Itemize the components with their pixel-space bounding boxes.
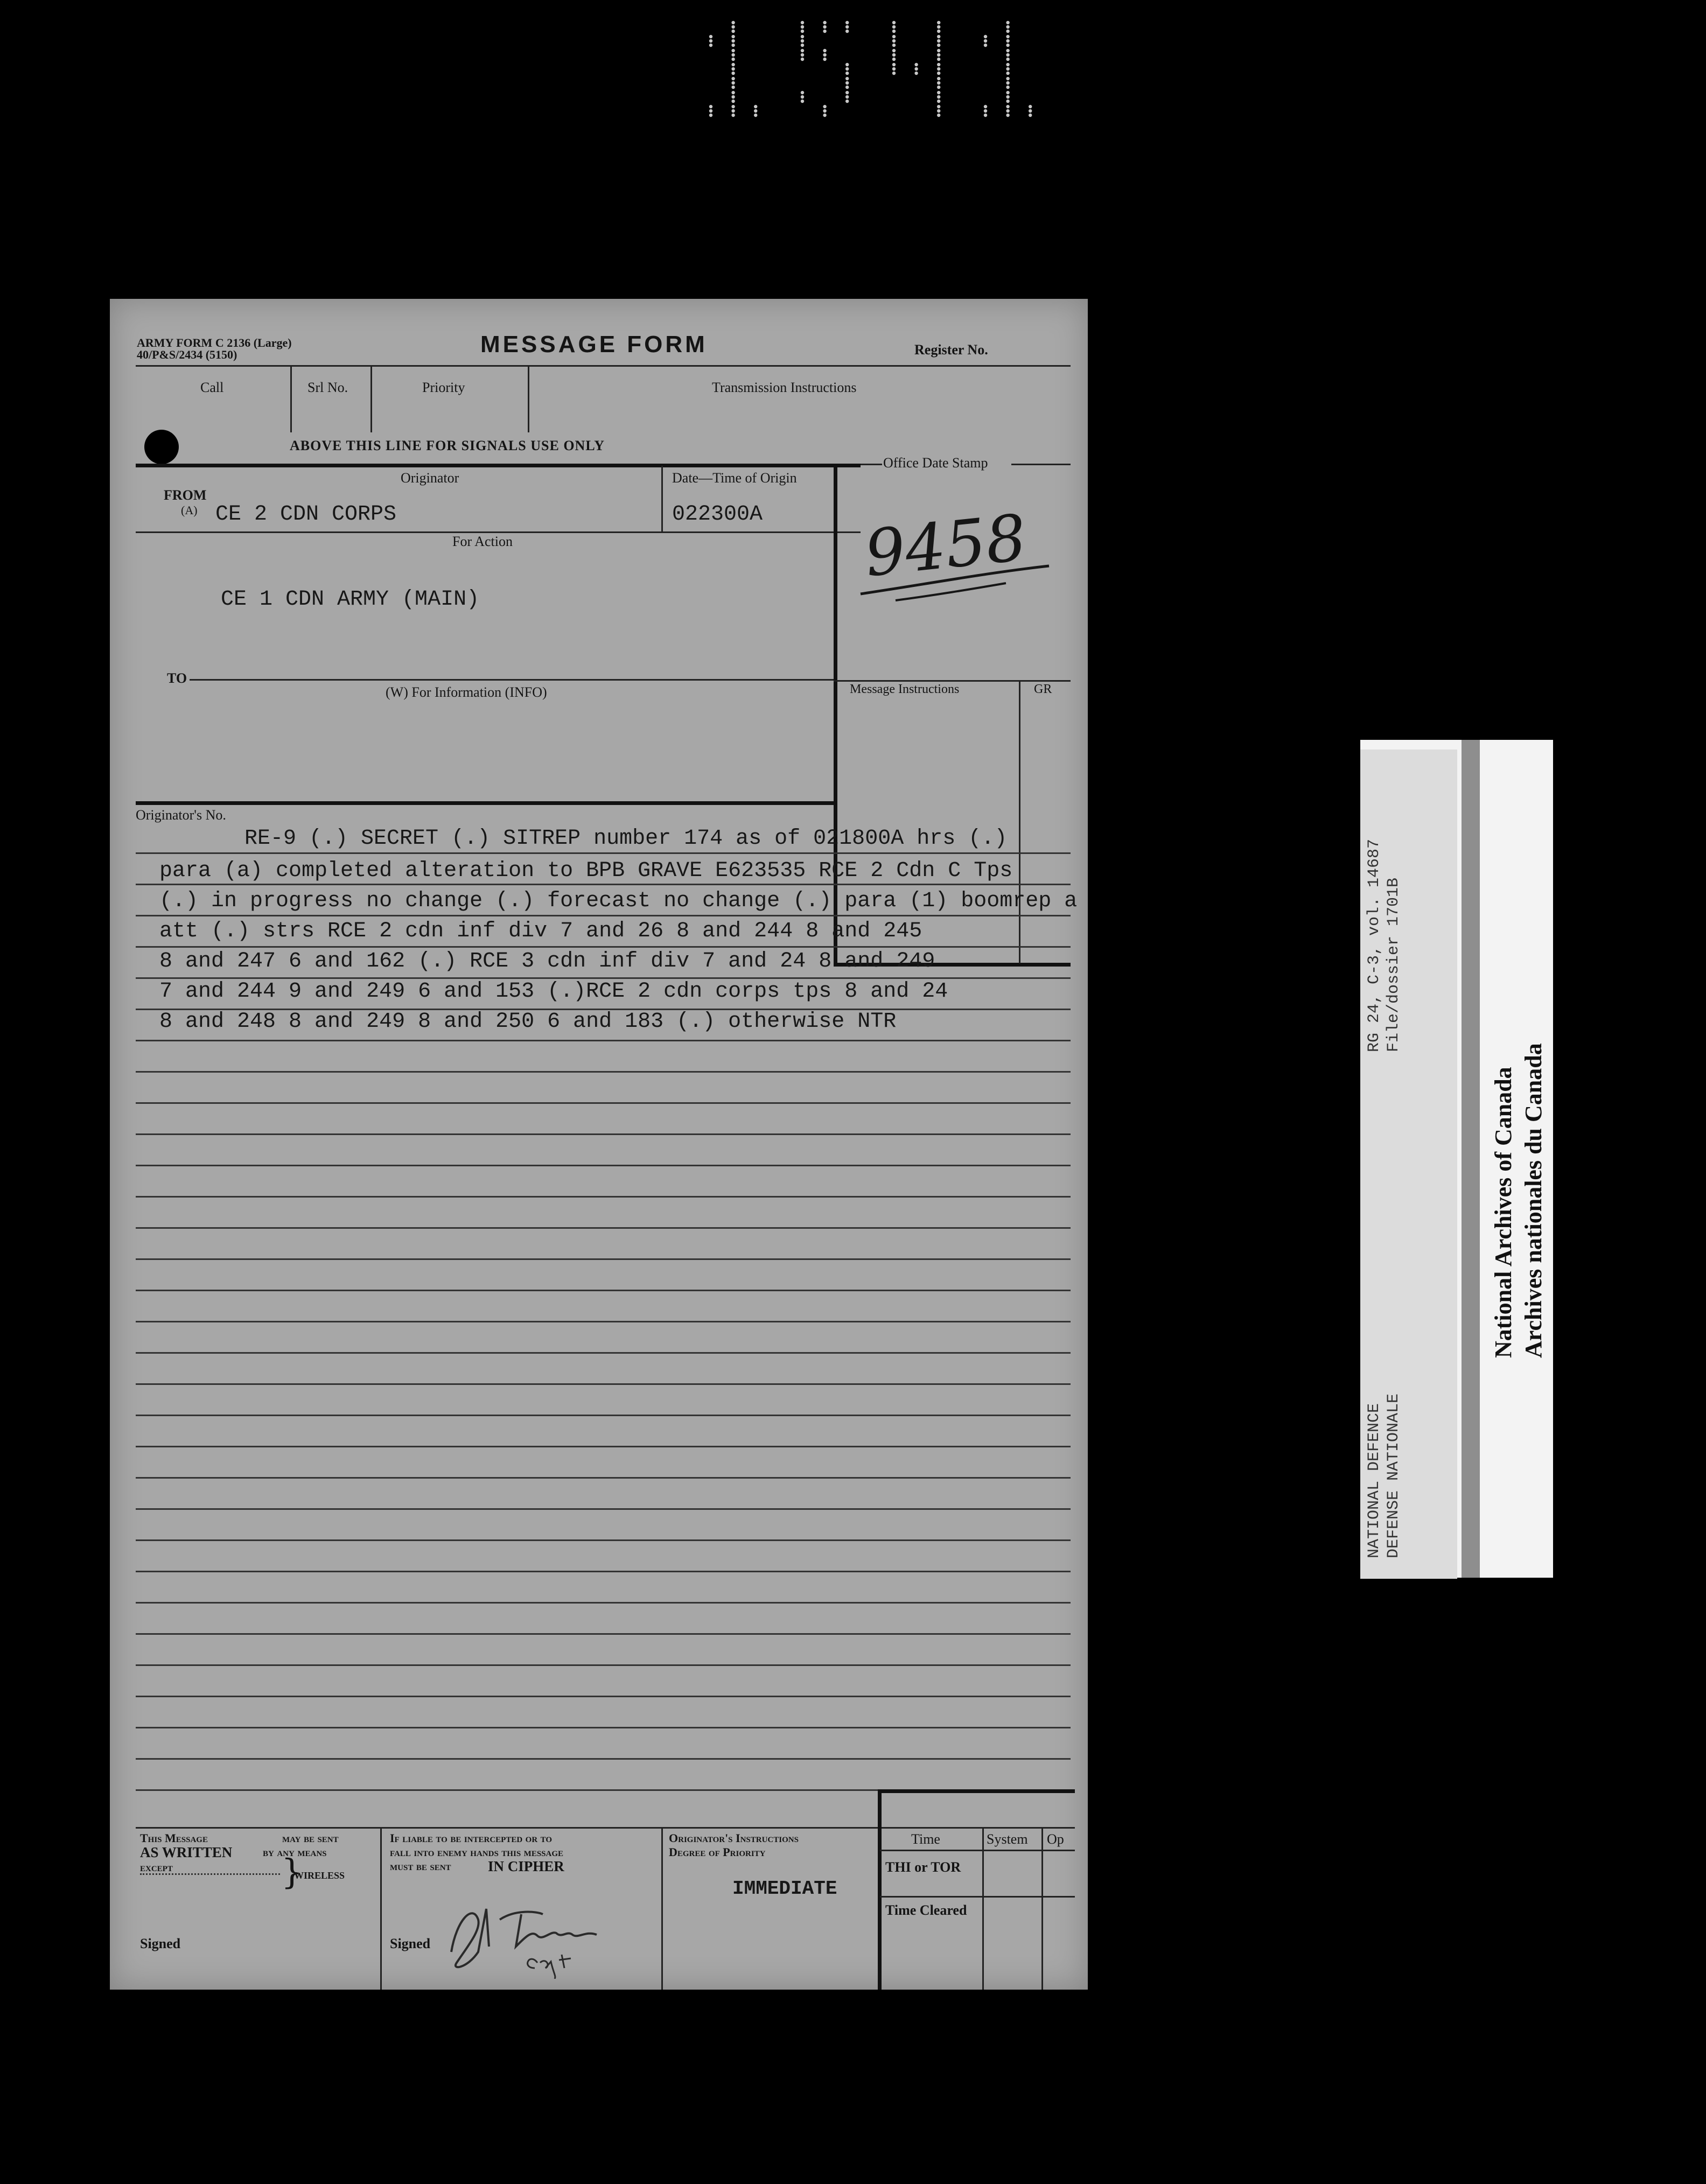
frame-number-dot — [1029, 114, 1032, 117]
frame-number-dot — [937, 72, 940, 75]
archive-name-fr: Archives nationales du Canada — [1520, 1043, 1547, 1358]
frame-number-dot — [1006, 67, 1009, 71]
frame-number-dot — [731, 53, 735, 57]
frame-number-dot — [709, 109, 712, 113]
footer-system-divider — [982, 1828, 984, 1990]
frame-number-dot — [823, 58, 826, 61]
ruled-line — [136, 1196, 1071, 1198]
frame-number-dot — [801, 35, 804, 38]
frame-number-dot — [731, 100, 735, 103]
frame-number-dot — [937, 53, 940, 57]
frame-number-dot — [937, 100, 940, 103]
frame-number-dot — [892, 44, 896, 47]
archive-ref-line2: File/dossier 1701B — [1385, 877, 1403, 1052]
frame-number-dot — [1006, 109, 1009, 113]
frame-number-dot — [845, 30, 849, 33]
written-line1b: may be sent — [282, 1831, 339, 1845]
frame-number-dot — [1006, 114, 1009, 117]
dto-value: 022300A — [672, 502, 763, 527]
archive-ref-line1: RG 24, C-3, vol. 14687 — [1365, 838, 1383, 1052]
ruled-line — [136, 1539, 1071, 1541]
frame-number-dot — [709, 105, 712, 108]
body-line-6: 7 and 244 9 and 249 6 and 153 (.)RCE 2 cdn corps tps 8 and 24 — [159, 979, 948, 1004]
frame-number-dot — [1006, 25, 1009, 29]
footer-divider-2 — [661, 1828, 663, 1990]
frame-number-dot — [801, 58, 804, 61]
frame-number-dot — [801, 95, 804, 99]
to-rule — [190, 679, 834, 681]
frame-number-dot — [937, 58, 940, 61]
frame-number-dot — [731, 72, 735, 75]
ruled-line — [136, 1321, 1071, 1322]
srl-label: Srl No. — [307, 380, 348, 395]
frame-number — [700, 16, 1066, 118]
frame-number-dot — [731, 67, 735, 71]
signed2-label: Signed — [390, 1936, 431, 1951]
form-code-line1: ARMY FORM C 2136 (Large) — [137, 336, 292, 349]
cipher-line3b: IN CIPHER — [488, 1858, 564, 1874]
frame-number-dot — [845, 63, 849, 66]
stamp-rule-right — [1011, 464, 1071, 465]
frame-number-dot — [845, 77, 849, 80]
frame-number-dot — [1006, 95, 1009, 99]
written-line1a: This Message — [140, 1831, 208, 1845]
frame-number-dot — [823, 49, 826, 52]
frame-number-dot — [1006, 53, 1009, 57]
frame-number-dot — [754, 114, 757, 117]
frame-number-dot — [937, 25, 940, 29]
except-label: except — [140, 1860, 173, 1874]
signals-rule — [136, 464, 861, 467]
frame-number-dot — [1006, 72, 1009, 75]
frame-number-dot — [754, 105, 757, 108]
brace-mark: } — [281, 1852, 303, 1892]
frame-number-dot — [709, 114, 712, 117]
written-line2b: by any means — [263, 1845, 327, 1859]
frame-number-dot — [937, 86, 940, 89]
written-line2a: AS WRITTEN — [140, 1844, 233, 1860]
frame-number-dot — [1006, 44, 1009, 47]
frame-number-dot — [1029, 105, 1032, 108]
frame-number-dot — [731, 95, 735, 99]
frame-number-dot — [1006, 100, 1009, 103]
frame-number-dot — [731, 30, 735, 33]
frame-number-dot — [892, 72, 896, 75]
frame-number-dot — [1006, 58, 1009, 61]
frame-number-dot — [937, 67, 940, 71]
frame-number-dot — [801, 53, 804, 57]
frame-number-dot — [984, 109, 987, 113]
dto-divider — [661, 466, 663, 533]
archive-label — [1360, 740, 1553, 1578]
frame-number-dot — [1006, 91, 1009, 94]
frame-number-dot — [823, 25, 826, 29]
transmission-label: Transmission Instructions — [712, 380, 857, 395]
ruled-line — [136, 1227, 1071, 1229]
frame-number-dot — [892, 49, 896, 52]
address-bottom-rule — [136, 801, 836, 805]
frame-number-dot — [845, 21, 849, 24]
punch-hole — [144, 430, 179, 464]
originator-label: Originator — [401, 470, 459, 486]
stamp-number — [844, 509, 1071, 606]
cipher-line3a: must be sent — [390, 1859, 451, 1873]
frame-number-dot — [892, 39, 896, 43]
gr-label: GR — [1034, 682, 1052, 696]
frame-number-dot — [1006, 30, 1009, 33]
frame-number-dot — [845, 72, 849, 75]
priority-divider — [528, 367, 529, 432]
frame-number-dot — [892, 35, 896, 38]
frame-number-dot — [937, 105, 940, 108]
ruled-line — [136, 1696, 1071, 1697]
ruled-line — [136, 1071, 1071, 1073]
frame-number-dot — [823, 105, 826, 108]
msg-instr-label: Message Instructions — [850, 682, 960, 696]
frame-number-dot — [937, 109, 940, 113]
frame-number-dot — [937, 63, 940, 66]
call-label: Call — [200, 380, 224, 395]
frame-number-dot — [984, 44, 987, 47]
from-label: FROM — [164, 487, 207, 503]
svg-text:9458: 9458 — [861, 509, 1030, 591]
wireless-label: WIRELESS — [294, 1870, 345, 1881]
frame-number-dot — [731, 77, 735, 80]
ruled-line — [136, 1633, 1071, 1635]
frame-number-dot — [845, 91, 849, 94]
frame-number-dot — [984, 35, 987, 38]
from-sub-label: (A) — [181, 503, 198, 517]
frame-number-dot — [1006, 49, 1009, 52]
frame-number-dot — [1006, 39, 1009, 43]
archive-dept-line1: NATIONAL DEFENCE — [1365, 1403, 1383, 1558]
frame-number-dot — [731, 81, 735, 85]
frame-number-dot — [801, 49, 804, 52]
frame-number-dot — [1006, 35, 1009, 38]
frame-number-dot — [801, 30, 804, 33]
except-dotted-line — [140, 1873, 280, 1875]
signature — [435, 1887, 618, 1979]
header-rule — [136, 365, 1071, 367]
frame-number-dot — [914, 72, 918, 75]
ruled-line — [136, 1352, 1071, 1354]
ruled-line — [136, 884, 1071, 885]
frame-number-dot — [801, 39, 804, 43]
frame-number-dot — [731, 91, 735, 94]
frame-number-dot — [709, 39, 712, 43]
frame-number-dot — [1006, 105, 1009, 108]
frame-number-dot — [937, 77, 940, 80]
ruled-line — [136, 1165, 1071, 1166]
footer-time-left — [878, 1789, 882, 1990]
footer-divider-1 — [380, 1828, 382, 1990]
archive-name-en: National Archives of Canada — [1490, 1067, 1516, 1358]
frame-number-dot — [937, 95, 940, 99]
frame-number-dot — [892, 53, 896, 57]
frame-number-dot — [984, 114, 987, 117]
body-line-2: para (a) completed alteration to BPB GRAVE E623535 RCE 2 Cdn C Tps — [159, 859, 1013, 883]
priority-label: Priority — [422, 380, 465, 395]
frame-number-dot — [937, 35, 940, 38]
priority-value: IMMEDIATE — [732, 1878, 837, 1900]
frame-number-dot — [892, 30, 896, 33]
ruled-line — [136, 1040, 1071, 1041]
ruled-line — [136, 1758, 1071, 1760]
stamp-number-handwriting — [844, 509, 1071, 606]
register-label: Register No. — [914, 342, 988, 358]
frame-number-dot — [892, 63, 896, 66]
ruled-line — [136, 946, 1071, 948]
frame-number-dots — [700, 16, 1066, 118]
frame-number-dot — [1006, 63, 1009, 66]
frame-number-dot — [914, 67, 918, 71]
footer-top-rule — [136, 1827, 1075, 1829]
ruled-line — [136, 1477, 1071, 1479]
cipher-line1: If liable to be intercepted or to — [390, 1831, 553, 1845]
frame-number-dot — [709, 44, 712, 47]
ruled-line — [136, 1133, 1071, 1135]
frame-number-dot — [937, 44, 940, 47]
body-line-5: 8 and 247 6 and 162 (.) RCE 3 cdn inf div 7 and 24 8 and 249 — [159, 949, 935, 974]
time-cleared-label: Time Cleared — [885, 1902, 967, 1918]
frame-number-dot — [984, 39, 987, 43]
frame-number-dot — [892, 58, 896, 61]
frame-number-dot — [845, 67, 849, 71]
body-line-1: RE-9 (.) SECRET (.) SITREP number 174 as of 021800A hrs (.) — [244, 827, 1008, 851]
srl-divider — [370, 367, 372, 432]
info-label: (W) For Information (INFO) — [386, 684, 547, 700]
originators-no-label: Originator's No. — [136, 807, 226, 823]
ruled-line — [136, 1602, 1071, 1604]
ruled-line — [136, 1102, 1071, 1104]
call-divider — [290, 367, 292, 432]
thi-tor-label: THI or TOR — [885, 1859, 961, 1875]
frame-number-dot — [823, 53, 826, 57]
msg-instr-rule — [834, 680, 1071, 682]
frame-number-dot — [937, 30, 940, 33]
frame-number-dot — [1006, 86, 1009, 89]
ruled-line — [136, 1664, 1071, 1666]
message-form — [110, 299, 1088, 1990]
frame-number-dot — [914, 63, 918, 66]
frame-number-dot — [1029, 109, 1032, 113]
frame-number-dot — [731, 58, 735, 61]
for-action-label: For Action — [452, 534, 513, 549]
signals-note: ABOVE THIS LINE FOR SIGNALS USE ONLY — [290, 438, 605, 453]
ruled-line — [136, 1290, 1071, 1291]
ruled-line — [136, 1258, 1071, 1260]
from-value: CE 2 CDN CORPS — [215, 502, 397, 527]
frame-number-dot — [845, 86, 849, 89]
frame-number-dot — [801, 100, 804, 103]
frame-number-dot — [731, 44, 735, 47]
action-value: CE 1 CDN ARMY (MAIN) — [221, 587, 480, 612]
frame-number-dot — [801, 25, 804, 29]
from-rule — [136, 531, 861, 533]
frame-number-dot — [845, 81, 849, 85]
frame-number-dot — [823, 30, 826, 33]
frame-number-dot — [937, 49, 940, 52]
frame-number-dot — [892, 25, 896, 29]
frame-number-dot — [754, 109, 757, 113]
gr-divider — [1019, 680, 1020, 963]
archive-label-fold — [1462, 740, 1480, 1578]
frame-number-dot — [731, 25, 735, 29]
footer-op-divider — [1041, 1828, 1043, 1990]
frame-number-dot — [937, 81, 940, 85]
frame-number-dot — [709, 35, 712, 38]
footer-time-header-rule — [880, 1850, 1075, 1851]
dto-label: Date—Time of Origin — [672, 470, 797, 486]
frame-number-dot — [845, 25, 849, 29]
frame-number-dot — [984, 105, 987, 108]
office-stamp-label: Office Date Stamp — [883, 455, 988, 471]
frame-number-dot — [845, 95, 849, 99]
ruled-line — [136, 915, 1071, 916]
ruled-line — [136, 977, 1071, 979]
frame-number-dot — [937, 91, 940, 94]
frame-number-dot — [892, 21, 896, 24]
ruled-line — [136, 1446, 1071, 1447]
op-label: Op — [1047, 1831, 1064, 1847]
cipher-line2: fall into enemy hands this message — [390, 1845, 564, 1859]
form-code-line2: 40/P&S/2434 (5150) — [137, 348, 237, 361]
signed-label: Signed — [140, 1936, 181, 1951]
frame-number-dot — [731, 49, 735, 52]
frame-number-dot — [823, 109, 826, 113]
frame-number-dot — [892, 67, 896, 71]
ruled-line — [136, 1383, 1071, 1385]
ruled-line — [136, 1415, 1071, 1416]
archive-dept-line2: DEFENSE NATIONALE — [1385, 1393, 1403, 1558]
frame-number-dot — [731, 109, 735, 113]
frame-number-dot — [801, 91, 804, 94]
system-label: System — [987, 1831, 1028, 1847]
footer-thi-rule — [880, 1896, 1075, 1898]
frame-number-dot — [731, 63, 735, 66]
frame-number-dot — [937, 114, 940, 117]
ruled-line — [136, 1508, 1071, 1510]
ruled-line — [136, 852, 1071, 854]
frame-number-dot — [1006, 81, 1009, 85]
ruled-line — [136, 1727, 1071, 1728]
frame-number-dot — [801, 21, 804, 24]
signature-handwriting — [435, 1887, 618, 1979]
frame-number-dot — [731, 21, 735, 24]
orig-instr-line2: Degree of Priority — [669, 1845, 766, 1859]
frame-number-dot — [937, 39, 940, 43]
frame-number-dot — [731, 105, 735, 108]
frame-number-dot — [823, 21, 826, 24]
ruled-line — [136, 1571, 1071, 1572]
form-title: MESSAGE FORM — [480, 331, 708, 358]
body-line-7: 8 and 248 8 and 249 8 and 250 6 and 183 (.) otherwise NTR — [159, 1010, 897, 1034]
orig-instr-line1: Originator's Instructions — [669, 1831, 799, 1845]
frame-number-dot — [731, 114, 735, 117]
footer-time-top — [878, 1789, 1075, 1793]
frame-number-dot — [937, 21, 940, 24]
frame-number-dot — [731, 86, 735, 89]
body-line-4: att (.) strs RCE 2 cdn inf div 7 and 26 8 and 244 8 and 245 — [159, 919, 922, 943]
frame-number-dot — [731, 39, 735, 43]
stamp-rule-left — [861, 464, 882, 465]
frame-number-dot — [1006, 77, 1009, 80]
frame-number-dot — [801, 44, 804, 47]
frame-number-dot — [845, 100, 849, 103]
time-label: Time — [911, 1831, 940, 1847]
frame-number-dot — [1006, 21, 1009, 24]
frame-number-dot — [823, 114, 826, 117]
body-line-3: (.) in progress no change (.) forecast no change (.) para (1) boomrep a — [159, 889, 1078, 913]
to-label: TO — [167, 670, 187, 686]
frame-number-dot — [731, 35, 735, 38]
